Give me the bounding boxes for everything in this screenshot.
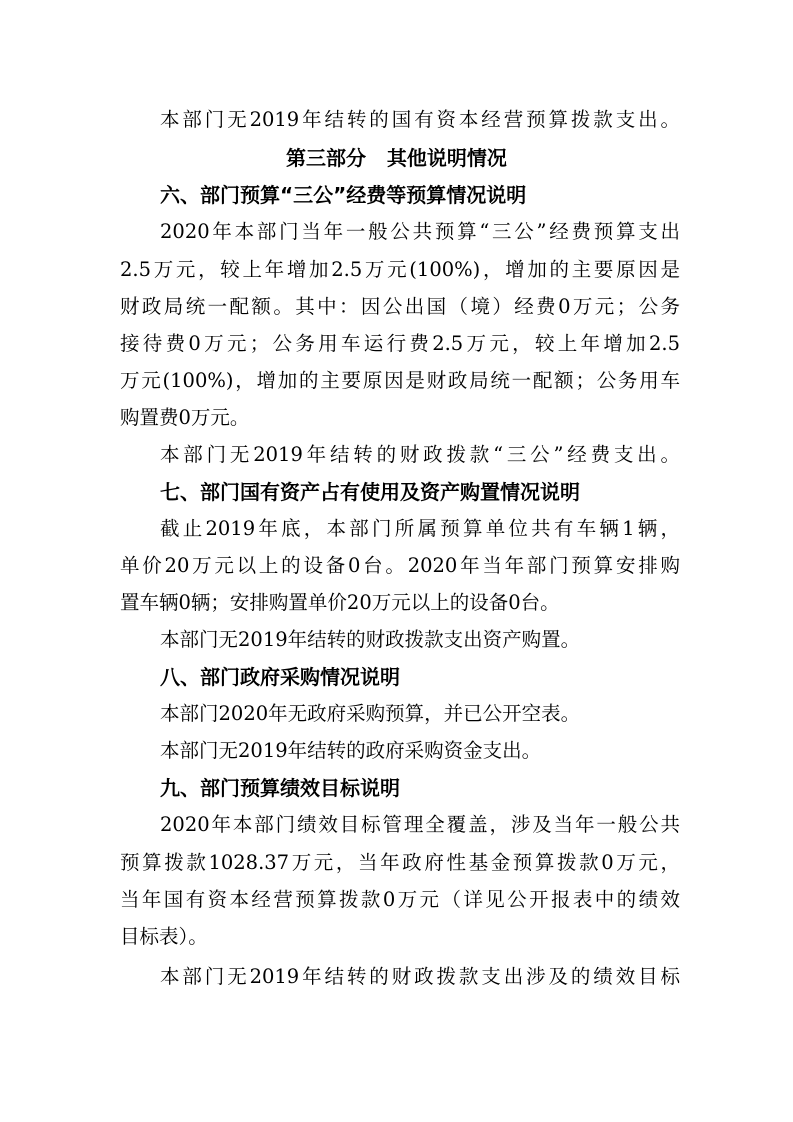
section-9-heading: 九、部门预算绩效目标说明	[160, 776, 400, 800]
section-6-para1-line5: 万元(100%)，增加的主要原因是财政局统一配额；公务用车	[120, 369, 680, 392]
section-7-para1-line3: 置车辆0辆；安排购置单价20万元以上的设备0台。	[120, 591, 560, 614]
section-7-para2: 本部门无2019年结转的财政拨款支出资产购置。	[160, 628, 581, 651]
section-9-para1-line1: 2020年本部门绩效目标管理全覆盖，涉及当年一般公共	[160, 813, 680, 836]
section-6-para1-line3: 财政局统一配额。其中：因公出国（境）经费0万元；公务	[120, 295, 680, 318]
section-7-para1-line2: 单价20万元以上的设备0台。2020年当年部门预算安排购	[120, 554, 680, 577]
section-6-heading: 六、部门预算“三公”经费等预算情况说明	[160, 183, 527, 207]
section-6-para1-line1: 2020年本部门当年一般公共预算“三公”经费预算支出	[160, 220, 680, 243]
section-9-para2: 本部门无2019年结转的财政拨款支出涉及的绩效目标	[160, 965, 680, 988]
section-6-para1-line6: 购置费0万元。	[120, 406, 250, 429]
section-6-para1-line2: 2.5万元，较上年增加2.5万元(100%)，增加的主要原因是	[120, 258, 680, 281]
section-7-heading: 七、部门国有资产占有使用及资产购置情况说明	[160, 480, 580, 504]
section-8-para2: 本部门无2019年结转的政府采购资金支出。	[160, 739, 542, 762]
section-8-para1: 本部门2020年无政府采购预算，并已公开空表。	[160, 702, 581, 725]
part-three-title: 第三部分 其他说明情况	[286, 146, 507, 170]
section-6-para2: 本部门无2019年结转的财政拨款“三公”经费支出。	[160, 443, 680, 466]
section-6-para1-line4: 接待费0万元；公务用车运行费2.5万元，较上年增加2.5	[120, 332, 680, 355]
section-7-para1-line1: 截止2019年底，本部门所属预算单位共有车辆1辆，	[160, 517, 680, 540]
section-9-para1-line3: 当年国有资本经营预算拨款0万元（详见公开报表中的绩效	[120, 888, 680, 911]
section-8-heading: 八、部门政府采购情况说明	[160, 665, 400, 689]
section-9-para1-line4: 目标表）。	[120, 925, 208, 948]
intro-paragraph: 本部门无2019年结转的国有资本经营预算拨款支出。	[160, 108, 680, 131]
section-9-para1-line2: 预算拨款1028.37万元，当年政府性基金预算拨款0万元，	[120, 851, 680, 874]
